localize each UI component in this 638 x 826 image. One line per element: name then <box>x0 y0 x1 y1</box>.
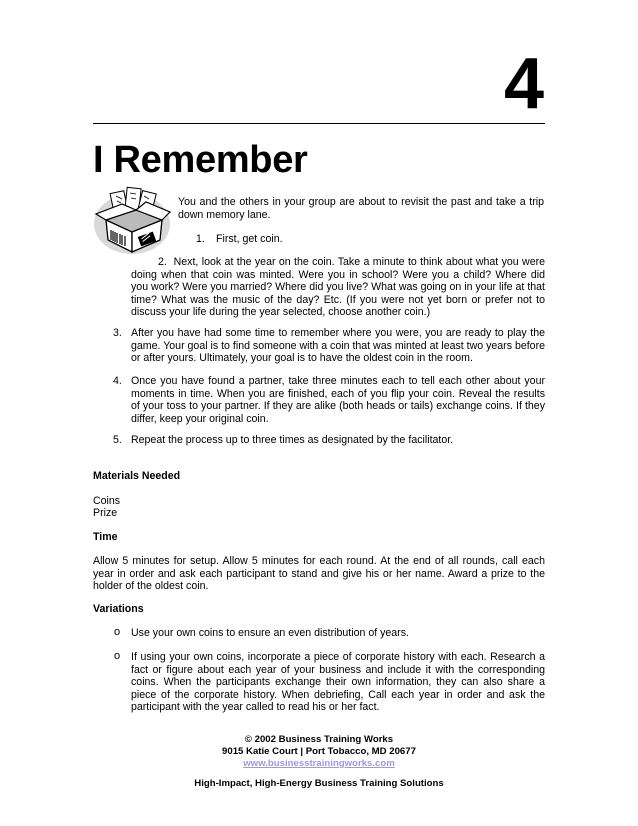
bullet-icon: o <box>114 650 121 662</box>
step-4-text: Once you have found a partner, take three minutes each to tell each other about your moments in time. When you are finished, each of you flip your coin. Reveal the results of your toss to your partner. If they are alike (both heads or tails) exchange coins. If they differ, keep your original coin. <box>131 375 545 425</box>
variation-item: Use your own coins to ensure an even distribution of years. <box>131 627 409 639</box>
step-2-number: 2. <box>158 256 167 268</box>
step-2-text: Next, look at the year on the coin. Take a minute to think about what you were doing when that coin was minted. Were you in school? Were you a child? Where did you work? Were you married? Where did you live? What was going on in your life at that time? What was the music of the day? Etc. (If you were not yet born or prefer not to discuss your life during the year selected, choose another coin.) <box>131 256 546 319</box>
step-2 <box>131 256 545 319</box>
page-title: I Remember <box>93 139 308 181</box>
variations-heading: Variations <box>93 603 144 615</box>
chapter-number: 4 <box>503 44 544 124</box>
website-link[interactable]: www.businesstrainingworks.com <box>243 758 395 769</box>
step-5-number: 5. <box>113 434 122 446</box>
time-heading: Time <box>93 531 118 543</box>
time-paragraph: Allow 5 minutes for setup. Allow 5 minutes for each round. At the end of all rounds, call each year in order and ask each participant to stand and give his or her name. Award a prize to the holder of the oldest coin. <box>93 555 545 593</box>
materials-item: Prize <box>93 507 118 519</box>
step-3-number: 3. <box>113 327 122 339</box>
step-4-number: 4. <box>113 375 122 387</box>
step-3-text: After you have had some time to remember where you were, you are ready to play the game. Your goal is to find someone with a coin that was minted at least two years before or after yours. Ultimately, your goal is to have the oldest coin in the room. <box>131 327 545 365</box>
variation-item: If using your own coins, incorporate a piece of corporate history with each. Research a fact or figure about each year of your business and include it with the corresponding coins. When the participants exchange their own information, they can also share a piece of the corporate history. When debriefing, Call each year in order and ask the participant with the year called to read his or her fact. <box>131 651 545 714</box>
footer-tagline: High-Impact, High-Energy Business Training Solutions <box>194 778 444 789</box>
memory-box-clipart-icon <box>92 184 172 256</box>
footer-copyright: © 2002 Business Training Works <box>244 734 394 745</box>
materials-item: Coins <box>93 495 121 507</box>
footer-address: 9015 Katie Court | Port Tobacco, MD 20677 <box>222 746 416 757</box>
materials-heading: Materials Needed <box>93 470 181 482</box>
step-1-text: First, get coin. <box>216 233 283 245</box>
header-rule <box>93 123 545 124</box>
footer-website-row <box>93 758 545 770</box>
intro-paragraph: You and the others in your group are about to revisit the past and take a trip down memory lane. <box>178 196 544 221</box>
step-5-text: Repeat the process up to three times as designated by the facilitator. <box>131 434 454 446</box>
bullet-icon: o <box>114 626 121 638</box>
step-1-number: 1. <box>196 233 205 245</box>
